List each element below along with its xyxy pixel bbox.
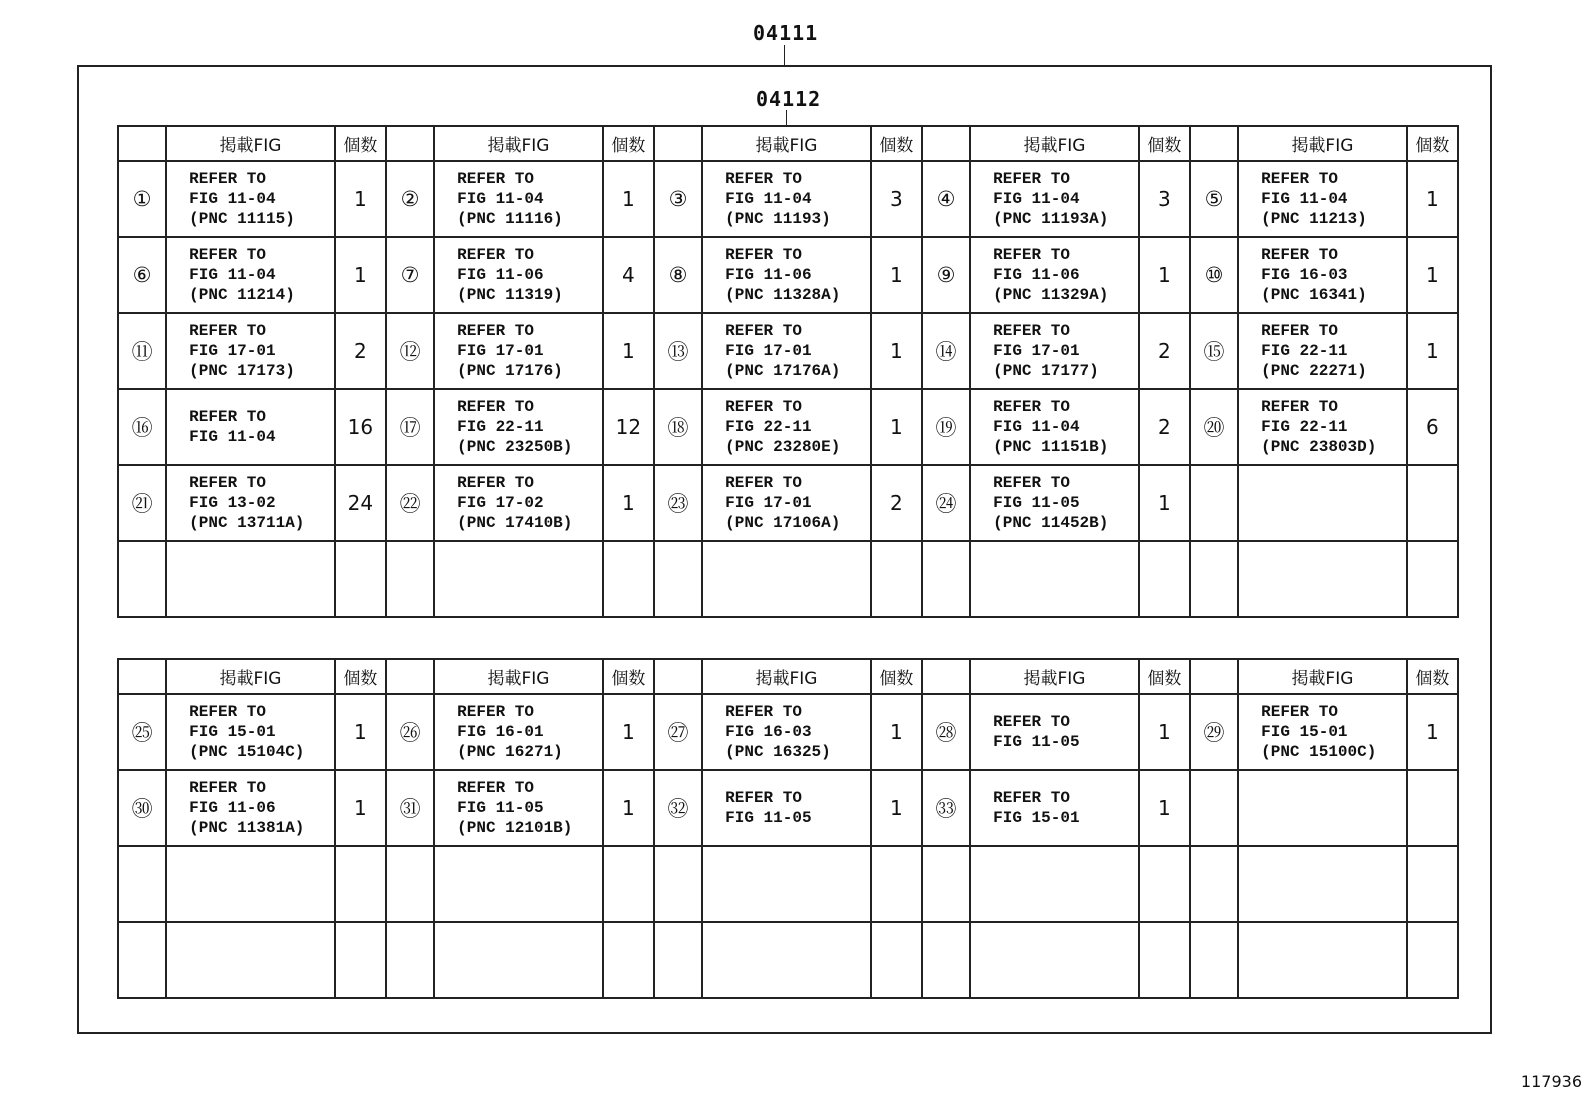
fig-reference xyxy=(434,389,603,465)
fig-reference xyxy=(434,541,603,617)
fig-reference xyxy=(434,237,603,313)
item-number xyxy=(1190,846,1238,922)
fig-reference xyxy=(166,237,335,313)
fig-reference xyxy=(434,161,603,237)
reference-line: FIG 17-01 xyxy=(993,342,1080,360)
reference-line: REFER TO xyxy=(725,398,802,416)
item-number: ⑧ xyxy=(654,237,702,313)
item-number xyxy=(922,846,970,922)
reference-line: (PNC 11328A) xyxy=(725,286,841,304)
quantity xyxy=(603,846,654,922)
item-number xyxy=(654,541,702,617)
reference-line: (PNC 23803D) xyxy=(1261,438,1377,456)
quantity xyxy=(1139,541,1190,617)
reference-line: REFER TO xyxy=(725,170,802,188)
quantity: 1 xyxy=(1407,694,1458,770)
leader-line-outer xyxy=(784,45,785,65)
fig-reference xyxy=(702,237,871,313)
assembly-label-04111: 04111 xyxy=(753,21,819,45)
item-number: ㉚ xyxy=(118,770,166,846)
fig-reference xyxy=(434,922,603,998)
item-number: ③ xyxy=(654,161,702,237)
fig-reference xyxy=(702,389,871,465)
quantity: 1 xyxy=(871,770,922,846)
reference-line: REFER TO xyxy=(457,170,534,188)
reference-line: FIG 11-06 xyxy=(189,799,276,817)
item-number: ㉒ xyxy=(386,465,434,541)
fig-reference xyxy=(166,465,335,541)
reference-line: FIG 11-04 xyxy=(993,190,1080,208)
header-blank xyxy=(1190,126,1238,161)
fig-reference xyxy=(970,465,1139,541)
header-qty: 個数 xyxy=(871,659,922,694)
fig-reference xyxy=(702,770,871,846)
reference-line: (PNC 11151B) xyxy=(993,438,1109,456)
fig-reference xyxy=(702,313,871,389)
reference-line: FIG 11-05 xyxy=(993,733,1080,751)
item-number: ⑭ xyxy=(922,313,970,389)
header-qty: 個数 xyxy=(335,126,386,161)
quantity: 1 xyxy=(1407,313,1458,389)
header-qty: 個数 xyxy=(871,126,922,161)
header-blank xyxy=(118,659,166,694)
reference-line: FIG 11-04 xyxy=(189,266,276,284)
reference-line: (PNC 17176) xyxy=(457,362,563,380)
quantity: 1 xyxy=(871,313,922,389)
fig-reference xyxy=(970,313,1139,389)
quantity: 1 xyxy=(1407,237,1458,313)
reference-line: FIG 16-03 xyxy=(725,723,812,741)
item-number xyxy=(1190,922,1238,998)
quantity: 24 xyxy=(335,465,386,541)
quantity: 1 xyxy=(871,694,922,770)
reference-line: REFER TO xyxy=(725,789,802,807)
reference-line: REFER TO xyxy=(189,474,266,492)
table-row xyxy=(118,846,1458,922)
reference-table-2 xyxy=(117,658,1459,999)
reference-line: REFER TO xyxy=(457,474,534,492)
item-number: ㉛ xyxy=(386,770,434,846)
reference-line: (PNC 16341) xyxy=(1261,286,1367,304)
header-fig: 掲載FIG xyxy=(970,659,1139,694)
reference-line: FIG 22-11 xyxy=(1261,418,1348,436)
reference-line: (PNC 11116) xyxy=(457,210,563,228)
reference-line: REFER TO xyxy=(1261,246,1338,264)
reference-line: FIG 17-01 xyxy=(725,494,812,512)
quantity: 1 xyxy=(335,161,386,237)
quantity xyxy=(871,846,922,922)
quantity: 2 xyxy=(1139,313,1190,389)
reference-line: REFER TO xyxy=(189,703,266,721)
reference-line: FIG 22-11 xyxy=(457,418,544,436)
fig-reference xyxy=(970,846,1139,922)
quantity: 1 xyxy=(1139,770,1190,846)
quantity: 1 xyxy=(1407,161,1458,237)
item-number: ⑦ xyxy=(386,237,434,313)
reference-line: REFER TO xyxy=(457,322,534,340)
header-qty: 個数 xyxy=(603,659,654,694)
table-row xyxy=(118,770,1458,846)
fig-reference xyxy=(970,161,1139,237)
fig-reference xyxy=(1238,237,1407,313)
reference-line: REFER TO xyxy=(1261,170,1338,188)
item-number xyxy=(654,846,702,922)
item-number xyxy=(1190,465,1238,541)
reference-line: FIG 11-04 xyxy=(189,190,276,208)
item-number: ⑮ xyxy=(1190,313,1238,389)
table-row xyxy=(118,389,1458,465)
reference-line: FIG 17-01 xyxy=(189,342,276,360)
reference-line: (PNC 17177) xyxy=(993,362,1099,380)
quantity: 1 xyxy=(603,465,654,541)
item-number: ⑲ xyxy=(922,389,970,465)
item-number: ⑳ xyxy=(1190,389,1238,465)
item-number xyxy=(386,541,434,617)
fig-reference xyxy=(1238,922,1407,998)
reference-line: (PNC 17410B) xyxy=(457,514,573,532)
header-fig: 掲載FIG xyxy=(702,126,871,161)
quantity: 1 xyxy=(1139,237,1190,313)
fig-reference xyxy=(970,694,1139,770)
quantity xyxy=(1407,922,1458,998)
reference-line: REFER TO xyxy=(993,322,1070,340)
item-number: ⑫ xyxy=(386,313,434,389)
reference-line: FIG 15-01 xyxy=(1261,723,1348,741)
item-number xyxy=(922,541,970,617)
item-number: ㉜ xyxy=(654,770,702,846)
quantity: 4 xyxy=(603,237,654,313)
reference-line: (PNC 22271) xyxy=(1261,362,1367,380)
fig-reference xyxy=(970,770,1139,846)
header-qty: 個数 xyxy=(335,659,386,694)
item-number: ㉝ xyxy=(922,770,970,846)
reference-line: REFER TO xyxy=(993,246,1070,264)
reference-line: (PNC 11193) xyxy=(725,210,831,228)
table-row xyxy=(118,694,1458,770)
reference-line: REFER TO xyxy=(457,398,534,416)
header-blank xyxy=(386,126,434,161)
reference-line: (PNC 13711A) xyxy=(189,514,305,532)
item-number xyxy=(1190,770,1238,846)
header-fig: 掲載FIG xyxy=(434,659,603,694)
quantity xyxy=(1139,846,1190,922)
fig-reference xyxy=(1238,770,1407,846)
item-number: ㉑ xyxy=(118,465,166,541)
reference-line: (PNC 17106A) xyxy=(725,514,841,532)
table-header-row xyxy=(118,126,1458,161)
table-row xyxy=(118,313,1458,389)
item-number xyxy=(118,922,166,998)
fig-reference xyxy=(1238,694,1407,770)
item-number xyxy=(386,922,434,998)
header-fig: 掲載FIG xyxy=(1238,126,1407,161)
quantity xyxy=(335,846,386,922)
reference-line: REFER TO xyxy=(189,170,266,188)
quantity xyxy=(1407,770,1458,846)
reference-line: REFER TO xyxy=(457,779,534,797)
reference-line: REFER TO xyxy=(457,246,534,264)
header-blank xyxy=(386,659,434,694)
item-number: ④ xyxy=(922,161,970,237)
table-row xyxy=(118,922,1458,998)
quantity: 2 xyxy=(871,465,922,541)
fig-reference xyxy=(970,541,1139,617)
reference-line: REFER TO xyxy=(1261,703,1338,721)
reference-line: (PNC 12101B) xyxy=(457,819,573,837)
fig-reference xyxy=(702,161,871,237)
item-number: ② xyxy=(386,161,434,237)
fig-reference xyxy=(702,922,871,998)
reference-line: REFER TO xyxy=(725,246,802,264)
reference-line: FIG 11-04 xyxy=(457,190,544,208)
fig-reference xyxy=(702,846,871,922)
fig-reference xyxy=(1238,161,1407,237)
reference-line: FIG 11-05 xyxy=(725,809,812,827)
reference-line: REFER TO xyxy=(189,408,266,426)
header-fig: 掲載FIG xyxy=(1238,659,1407,694)
reference-line: FIG 11-06 xyxy=(457,266,544,284)
quantity: 1 xyxy=(335,770,386,846)
quantity xyxy=(335,541,386,617)
reference-table-1 xyxy=(117,125,1459,618)
fig-reference xyxy=(166,313,335,389)
reference-line: (PNC 17173) xyxy=(189,362,295,380)
reference-line: (PNC 15104C) xyxy=(189,743,305,761)
quantity: 1 xyxy=(603,694,654,770)
header-qty: 個数 xyxy=(1407,659,1458,694)
reference-line: FIG 22-11 xyxy=(725,418,812,436)
item-number: ㉗ xyxy=(654,694,702,770)
fig-reference xyxy=(1238,846,1407,922)
reference-line: REFER TO xyxy=(725,322,802,340)
item-number: ⑪ xyxy=(118,313,166,389)
item-number: ⑥ xyxy=(118,237,166,313)
item-number: ⑩ xyxy=(1190,237,1238,313)
quantity xyxy=(1407,846,1458,922)
table-row xyxy=(118,465,1458,541)
table-row xyxy=(118,541,1458,617)
reference-line: REFER TO xyxy=(725,474,802,492)
item-number: ㉕ xyxy=(118,694,166,770)
quantity: 6 xyxy=(1407,389,1458,465)
reference-line: REFER TO xyxy=(993,713,1070,731)
reference-line: FIG 15-01 xyxy=(993,809,1080,827)
reference-line: (PNC 23280E) xyxy=(725,438,841,456)
quantity xyxy=(603,922,654,998)
quantity: 1 xyxy=(871,389,922,465)
reference-line: REFER TO xyxy=(1261,398,1338,416)
reference-line: REFER TO xyxy=(993,474,1070,492)
fig-reference xyxy=(166,770,335,846)
reference-line: REFER TO xyxy=(993,398,1070,416)
quantity xyxy=(1139,922,1190,998)
reference-line: (PNC 23250B) xyxy=(457,438,573,456)
reference-line: FIG 17-01 xyxy=(457,342,544,360)
reference-line: FIG 11-04 xyxy=(1261,190,1348,208)
fig-reference xyxy=(1238,465,1407,541)
fig-reference xyxy=(166,161,335,237)
reference-line: FIG 16-03 xyxy=(1261,266,1348,284)
quantity: 1 xyxy=(335,694,386,770)
reference-line: FIG 13-02 xyxy=(189,494,276,512)
reference-line: FIG 11-06 xyxy=(725,266,812,284)
item-number xyxy=(118,846,166,922)
quantity: 1 xyxy=(335,237,386,313)
reference-line: (PNC 11452B) xyxy=(993,514,1109,532)
item-number: ㉓ xyxy=(654,465,702,541)
reference-line: FIG 17-01 xyxy=(725,342,812,360)
header-blank xyxy=(1190,659,1238,694)
reference-line: REFER TO xyxy=(993,170,1070,188)
quantity xyxy=(1407,541,1458,617)
header-fig: 掲載FIG xyxy=(166,126,335,161)
reference-line: FIG 11-05 xyxy=(993,494,1080,512)
reference-line: REFER TO xyxy=(993,789,1070,807)
reference-line: REFER TO xyxy=(189,246,266,264)
reference-line: FIG 11-04 xyxy=(725,190,812,208)
fig-reference xyxy=(434,465,603,541)
illustration-id: 117936 xyxy=(1520,1072,1582,1091)
reference-line: FIG 11-04 xyxy=(993,418,1080,436)
item-number: ⑤ xyxy=(1190,161,1238,237)
table-row xyxy=(118,161,1458,237)
fig-reference xyxy=(970,922,1139,998)
reference-line: FIG 16-01 xyxy=(457,723,544,741)
fig-reference xyxy=(434,770,603,846)
item-number xyxy=(922,922,970,998)
reference-line: (PNC 15100C) xyxy=(1261,743,1377,761)
fig-reference xyxy=(166,389,335,465)
item-number: ㉙ xyxy=(1190,694,1238,770)
header-fig: 掲載FIG xyxy=(970,126,1139,161)
table-header-row xyxy=(118,659,1458,694)
item-number: ① xyxy=(118,161,166,237)
fig-reference xyxy=(702,694,871,770)
reference-line: (PNC 11193A) xyxy=(993,210,1109,228)
quantity: 3 xyxy=(1139,161,1190,237)
reference-line: FIG 22-11 xyxy=(1261,342,1348,360)
reference-line: (PNC 11214) xyxy=(189,286,295,304)
fig-reference xyxy=(1238,313,1407,389)
reference-line: FIG 11-04 xyxy=(189,428,276,446)
reference-line: (PNC 17176A) xyxy=(725,362,841,380)
quantity: 1 xyxy=(603,161,654,237)
item-number: ㉖ xyxy=(386,694,434,770)
fig-reference xyxy=(166,922,335,998)
item-number: ㉔ xyxy=(922,465,970,541)
quantity: 2 xyxy=(335,313,386,389)
reference-line: REFER TO xyxy=(1261,322,1338,340)
quantity xyxy=(871,922,922,998)
assembly-label-04112: 04112 xyxy=(756,87,822,111)
quantity: 1 xyxy=(1139,694,1190,770)
reference-line: FIG 11-06 xyxy=(993,266,1080,284)
reference-line: (PNC 11213) xyxy=(1261,210,1367,228)
reference-line: (PNC 11329A) xyxy=(993,286,1109,304)
quantity: 1 xyxy=(1139,465,1190,541)
item-number: ㉘ xyxy=(922,694,970,770)
quantity xyxy=(1407,465,1458,541)
item-number xyxy=(654,922,702,998)
quantity: 1 xyxy=(603,313,654,389)
fig-reference xyxy=(1238,389,1407,465)
header-blank xyxy=(654,659,702,694)
fig-reference xyxy=(166,541,335,617)
header-qty: 個数 xyxy=(603,126,654,161)
reference-line: (PNC 11319) xyxy=(457,286,563,304)
quantity xyxy=(335,922,386,998)
quantity: 2 xyxy=(1139,389,1190,465)
header-blank xyxy=(922,659,970,694)
reference-line: (PNC 16325) xyxy=(725,743,831,761)
quantity: 16 xyxy=(335,389,386,465)
reference-line: REFER TO xyxy=(725,703,802,721)
reference-line: (PNC 11381A) xyxy=(189,819,305,837)
header-fig: 掲載FIG xyxy=(434,126,603,161)
fig-reference xyxy=(434,694,603,770)
header-qty: 個数 xyxy=(1407,126,1458,161)
reference-line: REFER TO xyxy=(457,703,534,721)
header-blank xyxy=(654,126,702,161)
item-number: ⑯ xyxy=(118,389,166,465)
table-row xyxy=(118,237,1458,313)
fig-reference xyxy=(166,694,335,770)
reference-line: FIG 11-05 xyxy=(457,799,544,817)
reference-line: (PNC 11115) xyxy=(189,210,295,228)
quantity: 1 xyxy=(871,237,922,313)
item-number: ⑰ xyxy=(386,389,434,465)
fig-reference xyxy=(434,846,603,922)
item-number: ⑨ xyxy=(922,237,970,313)
quantity: 3 xyxy=(871,161,922,237)
fig-reference xyxy=(434,313,603,389)
item-number xyxy=(386,846,434,922)
header-fig: 掲載FIG xyxy=(166,659,335,694)
item-number xyxy=(1190,541,1238,617)
header-fig: 掲載FIG xyxy=(702,659,871,694)
leader-line-inner xyxy=(786,110,787,126)
reference-line: FIG 17-02 xyxy=(457,494,544,512)
fig-reference xyxy=(702,465,871,541)
reference-line: FIG 15-01 xyxy=(189,723,276,741)
reference-line: REFER TO xyxy=(189,779,266,797)
quantity xyxy=(871,541,922,617)
reference-line: (PNC 16271) xyxy=(457,743,563,761)
quantity xyxy=(603,541,654,617)
header-blank xyxy=(118,126,166,161)
quantity: 1 xyxy=(603,770,654,846)
fig-reference xyxy=(970,237,1139,313)
item-number: ⑬ xyxy=(654,313,702,389)
item-number: ⑱ xyxy=(654,389,702,465)
fig-reference xyxy=(166,846,335,922)
item-number xyxy=(118,541,166,617)
header-qty: 個数 xyxy=(1139,126,1190,161)
header-qty: 個数 xyxy=(1139,659,1190,694)
fig-reference xyxy=(1238,541,1407,617)
header-blank xyxy=(922,126,970,161)
fig-reference xyxy=(970,389,1139,465)
reference-line: REFER TO xyxy=(189,322,266,340)
fig-reference xyxy=(702,541,871,617)
quantity: 12 xyxy=(603,389,654,465)
